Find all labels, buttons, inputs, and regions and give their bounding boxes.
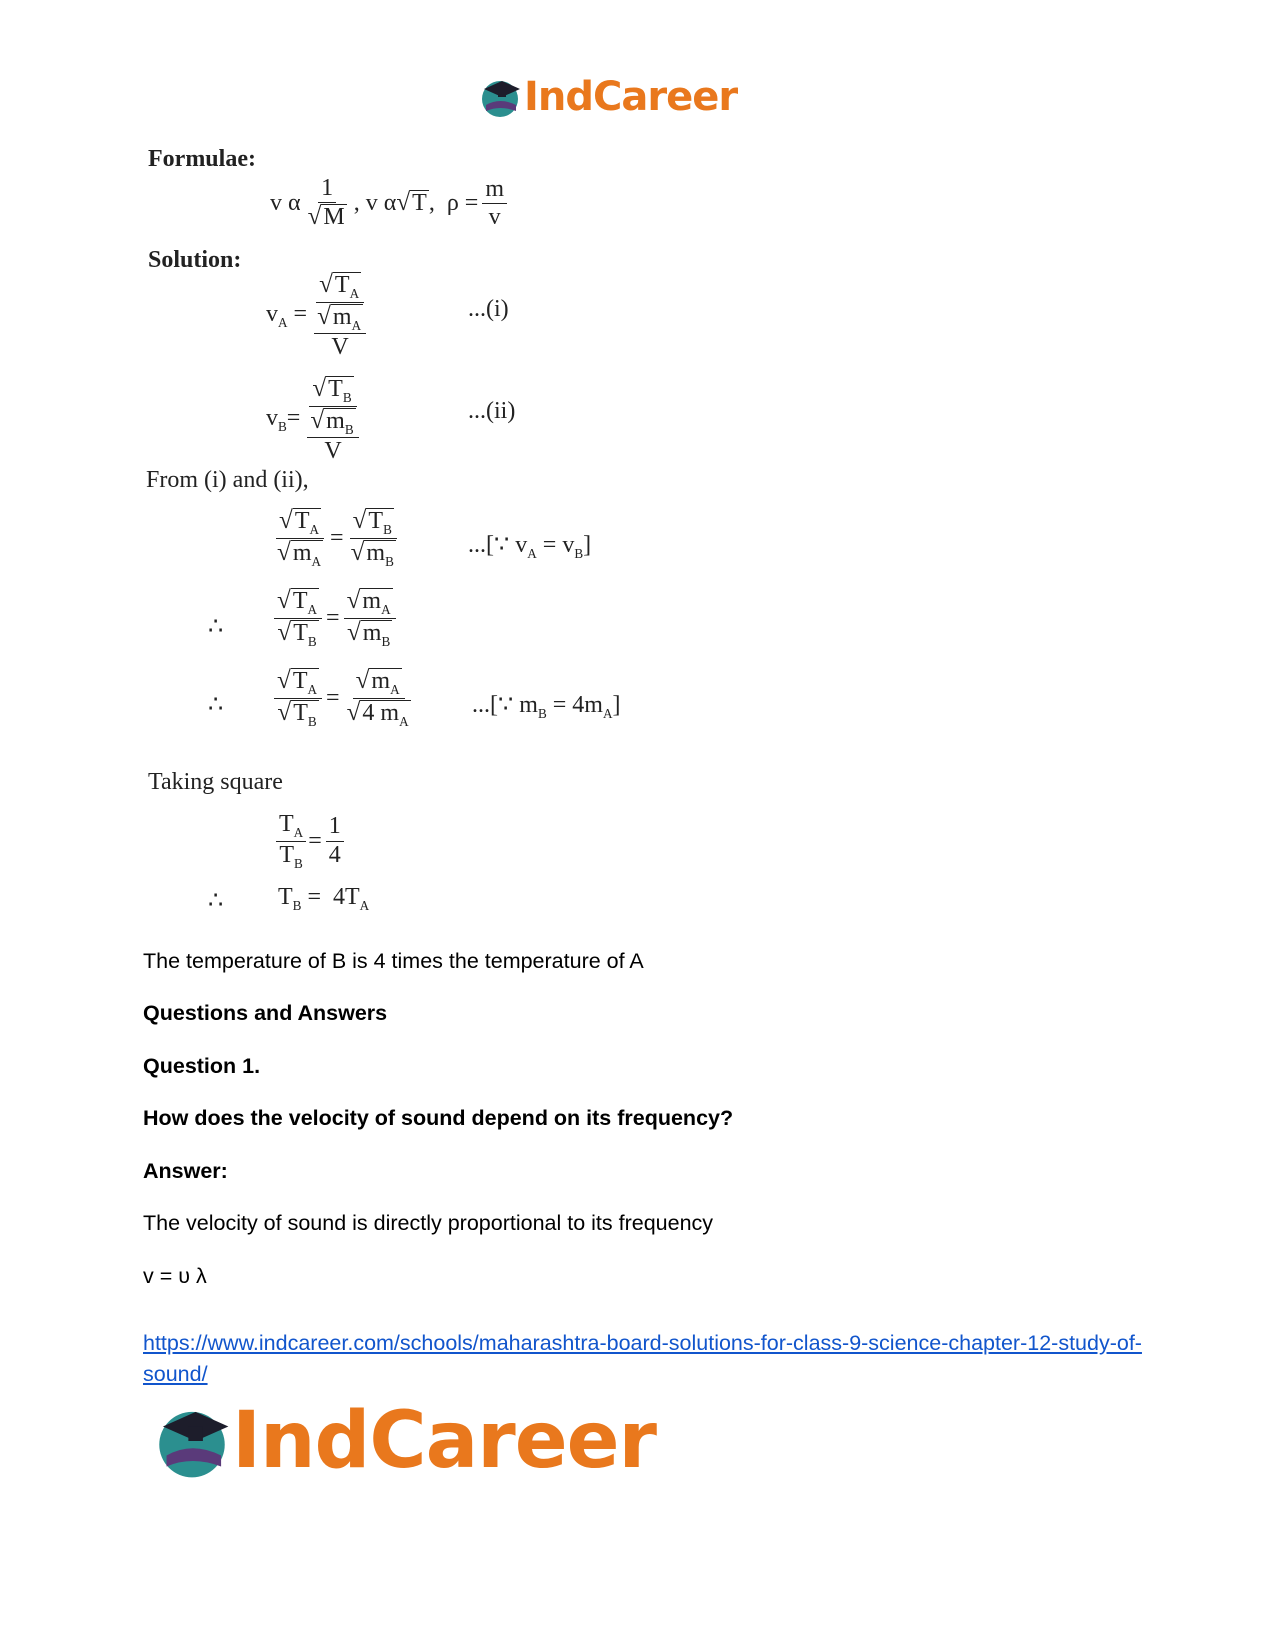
equation-ratio-1: √ $T_A$ √ $m_A$ = √ $T_B$ √ $m_B$ [270,508,403,568]
equation-square: $\frac{T_A}{T_B}$ = $\frac{1}{4}$ [276,812,348,870]
footer-logo [152,1396,656,1486]
equation-result: $T_B = 4T_A$ [278,884,370,913]
formula-line: v α 1 √ M , v α √ T , ρ = $\frac{m}{v}$ [270,176,511,230]
equation-ratio-2: √ $T_A$ √ $T_B$ = √ $m_A$ √ $m_B$ [270,588,400,648]
tag-va-vb: ...[∵ $v_A = v_B$] [468,532,592,561]
taking-square-label: Taking square [148,769,283,795]
therefore-symbol-1: ∴ [208,614,224,640]
tag-mb: ...[∵ $m_B = 4m_A$] [472,692,621,721]
equation-vb: $v_B=$ √ $T_B$ √ $m_B$ V [266,376,366,465]
solution-label: Solution: [148,247,242,273]
source-link[interactable]: https://www.indcareer.com/schools/maharashtra-board-solutions-for-class-9-science-chapter-12-study-of-sound/ [143,1331,1142,1386]
formulae-label: Formulae: [148,146,256,172]
brand-wordmark: IndCareer [524,74,738,120]
therefore-symbol-3: ∴ [208,888,224,914]
question-text: How does the velocity of sound depend on its frequency? [143,1106,734,1130]
graduation-cap-globe-icon [478,75,522,119]
answer-label: Answer: [143,1159,228,1183]
brand-wordmark: IndCareer [232,1396,656,1486]
question-number: Question 1. [143,1054,261,1078]
formula-text: v = υ λ [143,1264,207,1288]
qa-heading: Questions and Answers [143,1001,388,1025]
from-label: From (i) and (ii), [146,467,309,493]
header-logo [478,74,737,120]
answer-text: The velocity of sound is directly proportional to its frequency [143,1211,714,1235]
graduation-cap-globe-icon [152,1401,232,1481]
conclusion-text: The temperature of B is 4 times the temperature of A [143,949,644,973]
tag-i: ...(i) [468,296,509,322]
equation-ratio-3: √ $T_A$ √ $T_B$ = √ $m_A$ √ 4 $m_A$ [270,668,418,728]
therefore-symbol-2: ∴ [208,692,224,718]
tag-ii: ...(ii) [468,398,516,424]
equation-va: $v_A$ = √ $T_A$ √ $m_A$ V [266,272,373,361]
